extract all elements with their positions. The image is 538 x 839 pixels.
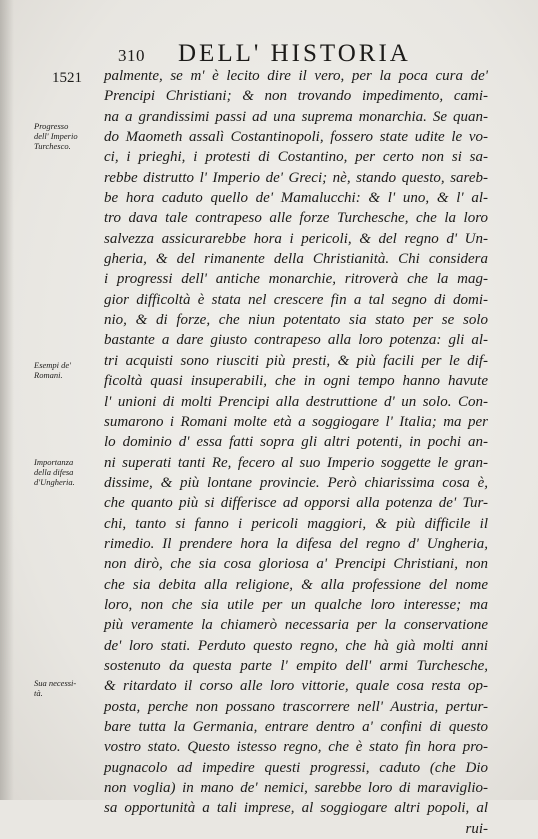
- text-line: ni superati tanti Re, fecero al suo Imperio soggette le gran-: [104, 454, 488, 471]
- text-line: ci, i prieghi, i protesti di Costantino, per certo non si sa-: [104, 149, 488, 166]
- text-line: chi, tanto si fanno i pericoli maggiori, & più difficile il: [104, 515, 488, 532]
- body-text: [104, 66, 488, 839]
- margin-note-line: Turchesco.: [34, 141, 71, 151]
- running-title: DELL' HISTORIA: [178, 40, 411, 67]
- margin-note-esempi: [34, 360, 102, 380]
- binding-shadow: [0, 0, 14, 800]
- text-line: pugnacolo ad impedire questi progressi, caduto (che Dio: [104, 759, 488, 776]
- text-line: non dirò, che sia cosa gloriosa a' Prencipi Christiani, non: [104, 556, 488, 573]
- page-number: 310: [118, 46, 145, 65]
- text-line: na a grandissimi passi ad una suprema monarchia. Se quan-: [104, 108, 488, 125]
- text-line: gior difficoltà è stata nel crescere fin a tal segno di domi-: [104, 291, 488, 308]
- text-line: salvezza assicurarebbe hora i pericoli, & del regno d' Un-: [104, 230, 488, 247]
- year-marginal: 1521: [52, 70, 82, 86]
- text-line: bare tutta la Germania, entrare dentro a' confini di questo: [104, 719, 488, 735]
- text-line: tro dava tale contrapeso alle forze Turchesche, che la loro: [104, 210, 488, 227]
- text-line: più veramente la chiamerò necessaria per la conservatione: [104, 617, 488, 634]
- text-line: de' loro stati. Perduto questo regno, che hà già molti anni: [104, 637, 488, 654]
- text-line: vostro stato. Questo istesso regno, che è stato fin hora pro-: [104, 739, 488, 756]
- text-line: che quanto più si differisce ad opporsi alla potenza de' Tur-: [104, 495, 488, 512]
- text-line: loro, non che sia utile per un qualche loro interesse; ma: [104, 596, 488, 613]
- text-line: Prencipi Christiani; & non trovando impedimento, cami-: [104, 88, 488, 105]
- margin-note-line: d'Ungheria.: [34, 477, 75, 487]
- text-line: gheria, & del rimanente della Christianità. Chi considera: [104, 251, 488, 268]
- text-line: posta, perche non possano trascorrere nell' Austria, pertur-: [104, 698, 488, 715]
- text-line: rebbe distrutto l' Imperio de' Greci; nè, stando questo, sareb-: [104, 169, 488, 186]
- text-line: i progressi dell' antiche monarchie, ritroverà che la mag-: [104, 271, 488, 288]
- text-line: che sia debita alla religione, & alla professione del nome: [104, 576, 488, 593]
- margin-note-line: tà.: [34, 688, 43, 698]
- text-line: rimedio. Il prendere hora la difesa del regno d' Ungheria,: [104, 535, 488, 552]
- text-line: nio, & di forze, che niun potentato sia stato per se solo: [104, 312, 488, 329]
- text-line: non voglia) in mano de' nemici, sarebbe loro di maraviglio-: [104, 780, 488, 797]
- text-line: dissime, & più lontane provincie. Però chiarissima cosa è,: [104, 474, 488, 491]
- margin-note-line: Importanza: [34, 457, 74, 467]
- margin-note-line: Romani.: [34, 370, 63, 380]
- margin-note-line: Sua necessi-: [34, 678, 77, 688]
- text-line: sumarono i Romani molte età a soggiogare l' Italia; ma per: [104, 413, 488, 430]
- margin-note-necessita: [34, 678, 102, 698]
- text-line: do Maometh assalì Costantinopoli, fossero state udite le vo-: [104, 129, 488, 146]
- margin-note-progresso: [34, 121, 102, 151]
- margin-note-importanza: [34, 457, 102, 487]
- margin-note-line: Esempi de': [34, 360, 71, 370]
- text-line: l' unioni di molti Prencipi alla destruttione d' un solo. Con-: [104, 393, 488, 410]
- text-line: palmente, se m' è lecito dire il vero, per la poca cura de': [104, 68, 488, 84]
- text-line: bastante a dare giusto contrapeso alla loro potenza: gli al-: [104, 332, 488, 349]
- text-line: & ritardato il corso alle loro vittorie, quale cosa resta op-: [104, 678, 488, 695]
- margin-note-line: della difesa: [34, 467, 74, 477]
- text-line: rui-: [465, 820, 488, 837]
- text-line: ficoltà quasi insuperabili, che in ogni tempo hanno havute: [104, 373, 488, 390]
- margin-note-line: Progresso: [34, 121, 69, 131]
- margin-note-line: dell' Imperio: [34, 131, 78, 141]
- text-line: be hora caduto quello de' Mamalucchi: & l' uno, & l' al-: [104, 190, 488, 207]
- text-line: sostenuto da questa parte l' empito dell' armi Turchesche,: [104, 657, 488, 674]
- text-line: sa opportunità a tali imprese, al soggiogare altri popoli, al: [104, 800, 488, 817]
- text-line: tri acquisti sono riusciti più presti, & più facili per le dif-: [104, 352, 488, 369]
- text-line: lo dominio d' essa fatti sopra gli altri potenti, in pochi an-: [104, 434, 488, 451]
